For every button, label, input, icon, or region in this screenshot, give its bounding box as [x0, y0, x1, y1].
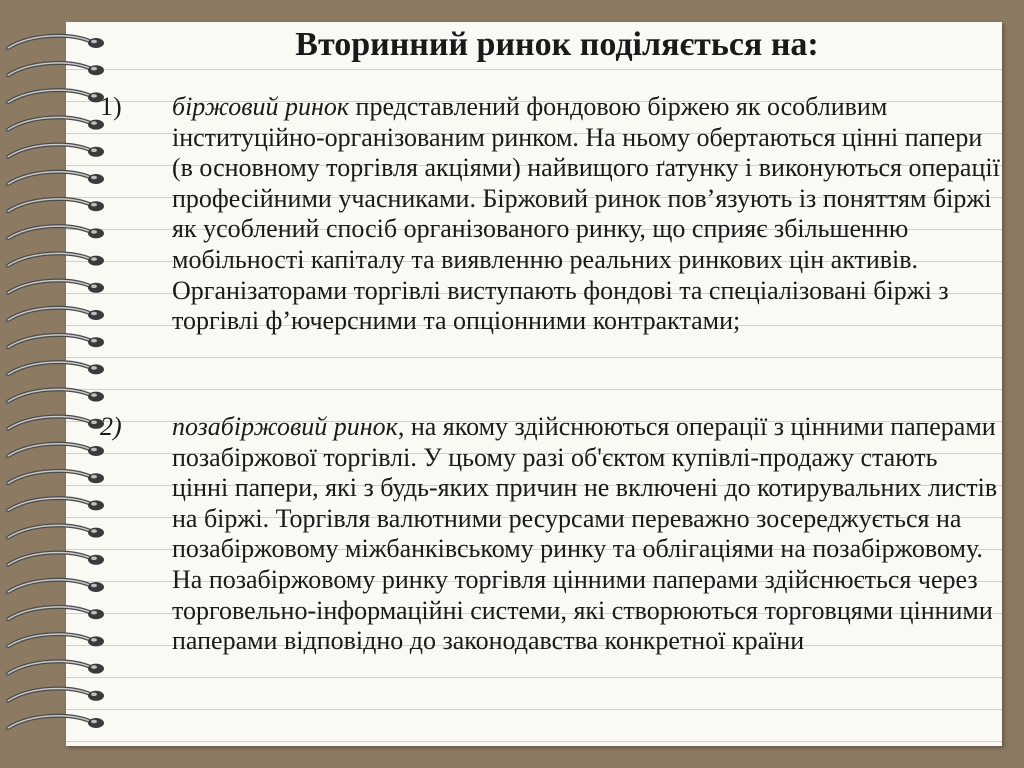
- item-number: 1): [100, 92, 122, 121]
- list-item-exchange-market: [100, 92, 1000, 337]
- list-item-otc-market: [100, 412, 1000, 657]
- slide-title: Вторинний ринок поділяється на:: [295, 26, 819, 63]
- item-body: [172, 92, 1000, 337]
- item-term: позабіржовий ринок: [172, 412, 398, 441]
- spiral-binding: [0, 22, 110, 746]
- item-term: біржовий ринок: [172, 92, 350, 121]
- item-body: [172, 412, 1000, 657]
- item-number: 2): [100, 412, 122, 441]
- item-text: представлений фондовою біржею як особливим інституційно-організованим ринком. На ньому обертаються цінні папери (в основному торгівля акціями) найвищого ґатунку і виконуються операції професійними учасниками. Біржовий ринок пов’язують із поняттям біржі як усоблений спосіб організованого ринку, що сприяє збільшенню мобільності капіталу та виявленню реальних ринкових цін активів. Організаторами торгівлі виступають фондові та спеціалізовані біржі з торгівлі ф’ючерсними та опціонними контрактами;: [172, 92, 1000, 336]
- item-text: , на якому здійснюються операції з цінними паперами позабіржової торгівлі. У цьому разі об'єктом купівлі-продажу стають цінні папери, які з будь-яких причин не включені до котирувальних листів на біржі. Торгівля валютними ресурсами переважно зосереджується на позабіржовому міжбанківському ринку та облігаціями на позабіржовому. На позабіржовому ринку торгівля цінними паперами здійснюється через торговельно-інформаційні системи, які створюються торговцями цінними паперами відповідно до законодавства конкретної країни: [172, 412, 998, 656]
